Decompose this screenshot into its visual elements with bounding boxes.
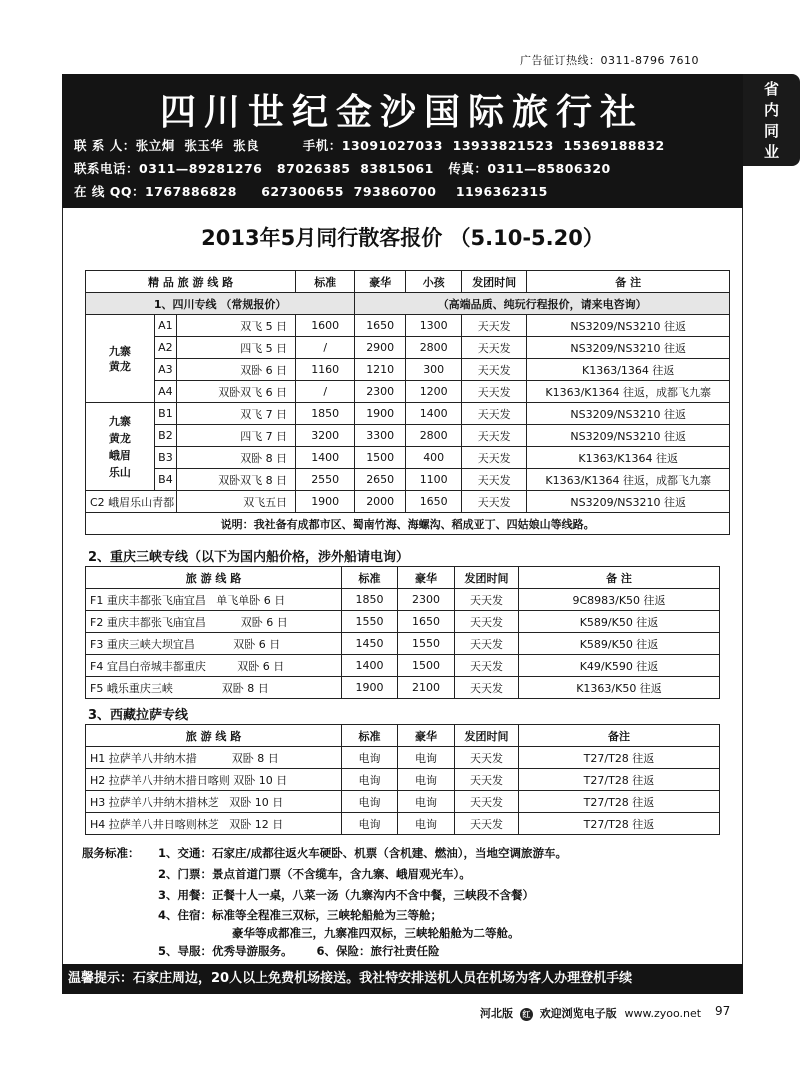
col-note: 备 注 [519,567,720,589]
route-type: 四飞 5 日 [177,337,296,359]
table-row [86,791,720,813]
table-row [86,633,720,655]
price-luxury: 1550 [398,633,455,655]
price-child: 300 [406,359,462,381]
departure: 天天发 [462,447,527,469]
departure: 天天发 [462,403,527,425]
table-row [86,359,730,381]
route-code: B3 [154,447,177,469]
route-code: B4 [154,469,177,491]
price-child: 1650 [406,491,462,513]
price-luxury: 电询 [398,791,455,813]
price-luxury: 1650 [398,611,455,633]
section-tibet: 3、西藏拉萨专线 [88,708,189,723]
price-child: 1100 [406,469,462,491]
table-row [86,425,730,447]
price-luxury: 2900 [355,337,406,359]
departure: 天天发 [455,589,519,611]
price-standard: 3200 [296,425,355,447]
table-row [86,491,730,513]
departure: 天天发 [455,677,519,699]
table-header [86,725,720,747]
price-standard: 1850 [342,589,398,611]
departure: 天天发 [462,359,527,381]
note: K589/K50 往返 [519,633,720,655]
price-standard: / [296,337,355,359]
table-row [86,381,730,403]
route-code: A1 [154,315,177,337]
service-line: 4、住宿：标准等全程准三双标，三峡轮船舱为三等舱； [158,908,442,922]
price-luxury: 1500 [355,447,406,469]
departure: 天天发 [462,337,527,359]
table-row [86,315,730,337]
group-label: 九寨黄龙 [86,315,155,403]
route-code: B2 [154,425,177,447]
departure: 天天发 [462,425,527,447]
price-luxury: 1210 [355,359,406,381]
note: NS3209/NS3210 往返 [527,403,730,425]
footnote: 说明：我社备有成都市区、蜀南竹海、海螺沟、稻成亚丁、四姑娘山等线路。 [86,513,730,535]
section-note: （高端品质、纯玩行程报价，请来电咨询） [355,293,730,315]
price-luxury: 2300 [398,589,455,611]
price-standard: 1400 [342,655,398,677]
price-luxury: 1900 [355,403,406,425]
col-luxury: 豪华 [398,567,455,589]
note: 9C8983/K50 往返 [519,589,720,611]
page-footer [480,1005,701,1021]
departure: 天天发 [462,491,527,513]
col-standard: 标准 [296,271,355,293]
price-standard: / [296,381,355,403]
col-departure: 发团时间 [455,725,519,747]
service-line: 豪华等成都准三，九寨准四双标，三峡轮船舱为二等舱。 [232,926,520,940]
route-name: C2 峨眉乐山青都 [86,491,177,513]
departure: 天天发 [455,633,519,655]
route-code: A4 [154,381,177,403]
company-name: 四川世纪金沙国际旅行社 [159,91,644,133]
website-link[interactable]: www.zyoo.net [624,1007,702,1020]
route-name: H4 拉萨羊八井日喀则林芝 双卧 12 日 [86,813,342,835]
departure: 天天发 [462,381,527,403]
price-luxury: 1500 [398,655,455,677]
price-child: 1200 [406,381,462,403]
section-tab [743,74,800,166]
departure: 天天发 [455,813,519,835]
route-type: 双卧 6 日 [177,359,296,381]
note: K589/K50 往返 [519,611,720,633]
footnote-row [86,513,730,535]
table-row [86,747,720,769]
price-luxury: 3300 [355,425,406,447]
col-standard: 标准 [342,725,398,747]
ad-hotline: 广告征订热线：0311-8796 7610 [520,54,699,67]
price-standard: 1160 [296,359,355,381]
table-row [86,447,730,469]
price-luxury: 2100 [398,677,455,699]
route-name: F5 峨乐重庆三峡 双卧 8 日 [86,677,342,699]
table-row [86,677,720,699]
price-standard: 电询 [342,769,398,791]
section-title: 1、四川专线 （常规报价） [86,293,355,315]
price-luxury: 2300 [355,381,406,403]
price-standard: 1600 [296,315,355,337]
col-luxury: 豪华 [355,271,406,293]
col-departure: 发团时间 [455,567,519,589]
price-standard: 电询 [342,813,398,835]
warm-tip-bar: 温馨提示：石家庄周边，20人以上免费机场接送。我社特安排送机人员在机场为客人办理登机手续 [62,964,743,994]
departure: 天天发 [462,315,527,337]
price-child: 2800 [406,425,462,447]
route-name: H3 拉萨羊八井纳木措林芝 双卧 10 日 [86,791,342,813]
col-child: 小孩 [406,271,462,293]
route-type: 双卧 8 日 [177,447,296,469]
note: NS3209/NS3210 往返 [527,425,730,447]
price-child: 2800 [406,337,462,359]
table-row [86,403,730,425]
note: K1363/K1364 往返，成都飞九寨 [527,469,730,491]
welcome-text: 欢迎浏览电子版 [539,1007,617,1020]
price-standard: 电询 [342,791,398,813]
side-char: 省 [763,80,779,98]
note: K1363/1364 往返 [527,359,730,381]
price-child: 400 [406,447,462,469]
service-line: 1、交通：石家庄/成都往返火车硬卧、机票（含机建、燃油），当地空调旅游车。 [158,846,567,860]
group-label: 九寨黄龙峨眉乐山 [86,403,155,491]
note: K49/K590 往返 [519,655,720,677]
route-type: 双飞五日 [177,491,296,513]
note: K1363/K1364 往返，成都飞九寨 [527,381,730,403]
price-standard: 电询 [342,747,398,769]
note: NS3209/NS3210 往返 [527,491,730,513]
page-title: 2013年5月同行散客报价 （5.10-5.20） [201,226,604,250]
price-luxury: 2000 [355,491,406,513]
route-name: F4 宜昌白帝城丰都重庆 双卧 6 日 [86,655,342,677]
table-row [86,813,720,835]
col-route: 旅 游 线 路 [86,725,342,747]
note: K1363/K1364 往返 [527,447,730,469]
route-type: 双飞 7 日 [177,403,296,425]
side-char: 业 [763,143,779,161]
departure: 天天发 [455,611,519,633]
price-standard: 1900 [296,491,355,513]
departure: 天天发 [455,791,519,813]
service-line: 5、导服：优秀导游服务。 6、保险：旅行社责任险 [158,944,440,958]
route-name: H1 拉萨羊八井纳木措 双卧 8 日 [86,747,342,769]
price-standard: 1450 [342,633,398,655]
route-name: F2 重庆丰都张飞庙宜昌 双卧 6 日 [86,611,342,633]
service-line: 3、用餐：正餐十人一桌，八菜一汤（九寨沟内不含中餐，三峡段不含餐） [158,888,534,902]
side-char: 内 [763,101,779,119]
col-luxury: 豪华 [398,725,455,747]
note: T27/T28 往返 [519,791,720,813]
note: NS3209/NS3210 往返 [527,315,730,337]
edition-label: 河北版 [480,1007,513,1020]
table-header [86,271,730,293]
price-standard: 1850 [296,403,355,425]
route-code: A3 [154,359,177,381]
note: T27/T28 往返 [519,813,720,835]
price-luxury: 电询 [398,747,455,769]
contact-qq: 在 线 QQ：1767886828 627300655 793860700 1196362315 [74,184,548,199]
route-code: B1 [154,403,177,425]
route-type: 双飞 5 日 [177,315,296,337]
section-chongqing: 2、重庆三峡专线（以下为国内船价格，涉外船请电询） [88,550,410,565]
service-label: 服务标准： [82,846,140,860]
col-departure: 发团时间 [462,271,527,293]
table-header [86,567,720,589]
route-code: A2 [154,337,177,359]
price-luxury: 电询 [398,769,455,791]
agency-header [62,74,743,208]
table-row [86,469,730,491]
price-luxury: 2650 [355,469,406,491]
price-standard: 1900 [342,677,398,699]
price-child: 1400 [406,403,462,425]
col-standard: 标准 [342,567,398,589]
departure: 天天发 [462,469,527,491]
price-standard: 2550 [296,469,355,491]
col-route: 旅 游 线 路 [86,567,342,589]
col-note: 备 注 [527,271,730,293]
route-name: F1 重庆丰都张飞庙宜昌 单飞单卧 6 日 [86,589,342,611]
table-row [86,769,720,791]
route-type: 四飞 7 日 [177,425,296,447]
side-char: 同 [763,122,779,140]
departure: 天天发 [455,655,519,677]
price-luxury: 电询 [398,813,455,835]
note: K1363/K50 往返 [519,677,720,699]
chongqing-price-table [85,566,720,699]
price-standard: 1550 [342,611,398,633]
price-standard: 1400 [296,447,355,469]
note: NS3209/NS3210 往返 [527,337,730,359]
section-row [86,293,730,315]
departure: 天天发 [455,747,519,769]
col-note: 备注 [519,725,720,747]
edition-badge-icon: 红 [520,1008,533,1021]
note: T27/T28 往返 [519,769,720,791]
table-row [86,611,720,633]
page-number: 97 [715,1004,731,1018]
route-name: H2 拉萨羊八井纳木措日喀则 双卧 10 日 [86,769,342,791]
tibet-price-table [85,724,720,835]
route-name: F3 重庆三峡大坝宜昌 双卧 6 日 [86,633,342,655]
sichuan-price-table [85,270,730,535]
service-line: 2、门票：景点首道门票（不含缆车，含九寨、峨眉观光车）。 [158,867,471,881]
contact-phones: 联系电话：0311—89281276 87026385 83815061 传真：0311—85806320 [74,161,611,176]
table-row [86,655,720,677]
route-type: 双卧双飞 6 日 [177,381,296,403]
table-row [86,337,730,359]
note: T27/T28 往返 [519,747,720,769]
price-child: 1300 [406,315,462,337]
contact-persons: 联 系 人：张立炯 张玉华 张良 手机：13091027033 13933821523 15369188832 [74,138,665,153]
departure: 天天发 [455,769,519,791]
col-route: 精 品 旅 游 线 路 [86,271,296,293]
price-luxury: 1650 [355,315,406,337]
table-row [86,589,720,611]
route-type: 双卧双飞 8 日 [177,469,296,491]
